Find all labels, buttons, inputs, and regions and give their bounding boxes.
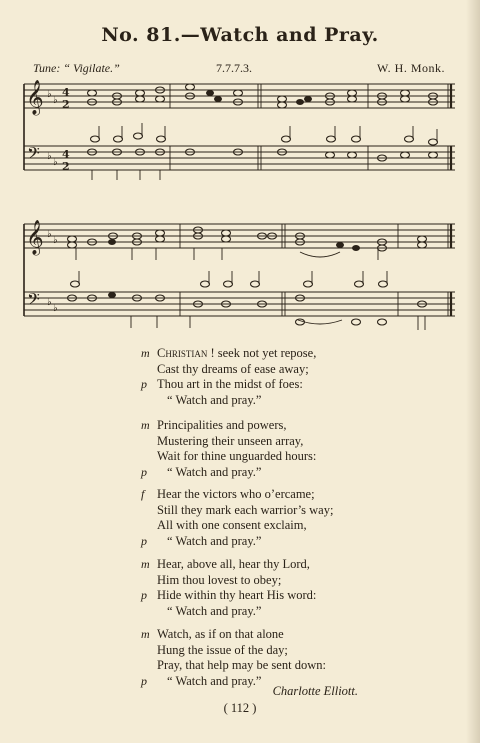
- verse-text: “ Watch and pray.”: [167, 392, 262, 407]
- meter: 7.7.7.3.: [216, 61, 252, 75]
- dynamic-mark: m: [141, 418, 150, 432]
- svg-text:♭: ♭: [47, 151, 52, 162]
- author: Charlotte Elliott.: [272, 684, 358, 698]
- treble-clef-icon: 𝄞: [26, 220, 44, 255]
- treble-filled-notes-2: [108, 239, 360, 251]
- page-number: ( 112 ): [223, 701, 257, 715]
- verse-text: Hear the victors who o’ercame;: [157, 487, 315, 501]
- verse-text: Him thou lovest to obey;: [157, 572, 282, 587]
- svg-text:♭: ♭: [47, 297, 52, 308]
- svg-text:2: 2: [62, 160, 70, 173]
- verse-line: [141, 588, 317, 604]
- dynamic-mark: m: [141, 557, 150, 571]
- verse-line: [141, 377, 303, 393]
- dynamic-mark: p: [141, 377, 147, 391]
- bass-clef-icon: 𝄢: [27, 289, 40, 313]
- verse-line: [141, 533, 262, 550]
- verse-line: [157, 362, 309, 378]
- svg-text:4: 4: [62, 148, 70, 161]
- verse-text: Hear, above all, hear thy Lord,: [157, 557, 310, 571]
- verse-text: Mustering their unseen array,: [157, 433, 304, 448]
- treble-clef-icon: 𝄞: [26, 80, 44, 115]
- verse-line: [157, 643, 288, 659]
- verse-line: [141, 487, 315, 503]
- verse-text: Thou art in the midst of foes:: [157, 377, 303, 391]
- verse-line: [141, 346, 317, 362]
- svg-text:♭: ♭: [53, 95, 58, 106]
- verse-line: [141, 418, 287, 434]
- verse-line: [157, 449, 316, 465]
- treble-filled-notes-1: [206, 90, 312, 105]
- verse-text: Watch, as if on that alone: [157, 627, 284, 641]
- composer: W. H. Monk.: [376, 61, 445, 75]
- dynamic-mark: m: [141, 627, 150, 641]
- svg-text:♭: ♭: [53, 157, 58, 168]
- bass-notes-2: [68, 281, 427, 325]
- music-system-1: [0, 76, 480, 186]
- time-sig-top: 4: [62, 86, 70, 99]
- svg-text:♭: ♭: [53, 303, 58, 314]
- verse-line: [141, 557, 310, 573]
- dynamic-mark: m: [141, 346, 150, 360]
- verse-text: ! seek not yet repose,: [210, 346, 317, 360]
- stems-1: [92, 123, 437, 180]
- verse-text: Hide within thy heart His word:: [157, 588, 317, 602]
- svg-text:♭: ♭: [47, 89, 52, 100]
- dynamic-mark: p: [141, 533, 147, 548]
- verse-line: [141, 673, 262, 690]
- verse-text: Wait for thine unguarded hours:: [157, 449, 317, 463]
- verse-text: Pray, that help may be sent down:: [157, 658, 326, 672]
- dynamic-mark: p: [141, 464, 147, 479]
- verse-line: [141, 464, 262, 481]
- verse-line: [157, 658, 326, 674]
- verse-line: [157, 573, 281, 589]
- dynamic-mark: p: [141, 588, 147, 602]
- verse-lead-word: Christian: [157, 346, 208, 360]
- verse-line: [157, 518, 307, 534]
- svg-text:♭: ♭: [47, 229, 52, 240]
- verse-text: Still they mark each warrior’s way;: [157, 502, 334, 517]
- verse-line: [141, 627, 284, 643]
- svg-text:♭: ♭: [53, 235, 58, 246]
- hymn-title: No. 81.—Watch and Pray.: [101, 24, 379, 46]
- dynamic-mark: f: [141, 487, 145, 501]
- verse-line: [167, 604, 261, 620]
- dynamic-mark: p: [141, 673, 147, 688]
- time-sig-bottom: 2: [62, 98, 70, 111]
- verse-line: [157, 503, 333, 519]
- verse-text: “ Watch and pray.”: [167, 533, 262, 548]
- tune-name: Tune: “ Vigilate.”: [33, 61, 120, 75]
- verse-text: “ Watch and pray.”: [167, 603, 262, 618]
- verse-text: Hung the issue of the day;: [157, 642, 288, 657]
- verse-line: [167, 393, 261, 409]
- treble-notes-2: [68, 227, 427, 251]
- verse-text: Cast thy dreams of ease away;: [157, 361, 309, 376]
- verse-text: All with one consent exclaim,: [157, 518, 307, 532]
- bass-clef-icon: 𝄢: [27, 143, 40, 167]
- music-system-2: [0, 210, 480, 335]
- verse-text: Principalities and powers,: [157, 418, 287, 432]
- verse-line: [157, 434, 303, 450]
- verse-text: “ Watch and pray.”: [167, 464, 262, 479]
- bass-notes-1: [88, 133, 438, 161]
- verse-text: “ Watch and pray.”: [167, 673, 262, 688]
- tune-line: [33, 61, 445, 77]
